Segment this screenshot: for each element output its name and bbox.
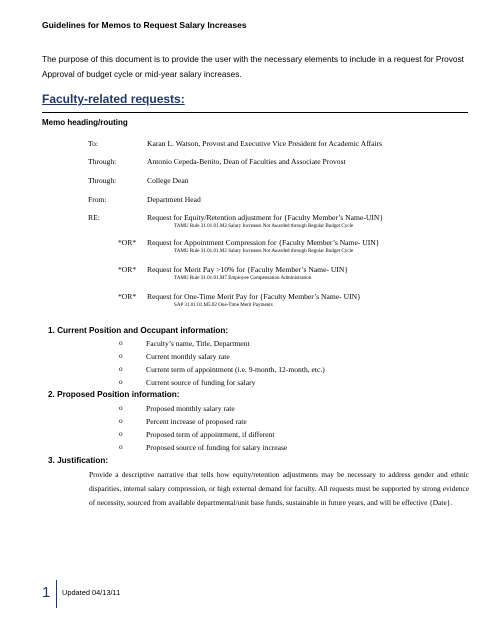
routing-label-through-1: Through:	[88, 157, 117, 166]
routing-value-through-2: College Dean	[147, 176, 189, 185]
routing-label-from: From:	[88, 195, 107, 204]
or-separator: *OR*	[118, 292, 137, 301]
bullet-marker: o	[119, 430, 123, 438]
section-title: Faculty-related requests:	[42, 92, 185, 106]
re-option-rule-reference: SAP 31.01.01.M5.02 One-Time Merit Payments	[174, 302, 273, 308]
bullet-item: Proposed source of funding for salary increase	[146, 443, 288, 452]
bullet-item: Percent increase of proposed rate	[146, 417, 247, 426]
section-heading-justification: 3. Justification:	[48, 456, 109, 465]
re-option-text: Request for Appointment Compression for {Faculty Member’s Name- UIN}	[147, 238, 380, 247]
bullet-marker: o	[119, 417, 123, 425]
intro-paragraph: The purpose of this document is to provide the user with the necessary elements to include in a request for Provost Approval of budget cycle or mid-year salary increases.	[42, 54, 464, 79]
bullet-marker: o	[119, 404, 123, 412]
bullet-item: Faculty’s name, Title, Department	[146, 339, 250, 348]
bullet-item: Proposed term of appointment, if different	[146, 430, 275, 439]
memo-heading-label: Memo heading/routing	[42, 118, 128, 127]
bullet-marker: o	[119, 365, 123, 373]
or-separator: *OR*	[118, 238, 137, 247]
justification-narrative: Provide a descriptive narrative that tells how equity/retention adjustments may be necessary to address gender and ethnic disparities, internal salary compression, or high external demand for faculty. All requests must be supported by strong evidence of necessity, sourced from available departmental/unit base funds, sustainable in future years, and will be effective {Date}.	[89, 470, 469, 507]
re-option-text: Request for Equity/Retention adjustment for {Faculty Member’s Name-UIN}	[147, 213, 383, 222]
bullet-marker: o	[119, 352, 123, 360]
document-header-title: Guidelines for Memos to Request Salary Increases	[42, 20, 247, 30]
routing-label-through-2: Through:	[88, 176, 117, 185]
routing-value-through-1: Antonio Cepeda-Benito, Dean of Faculties and Associate Provost	[147, 157, 346, 166]
bullet-item: Current term of appointment (i.e. 9-month, 12-month, etc.)	[146, 365, 325, 374]
or-separator: *OR*	[118, 265, 137, 274]
re-option-rule-reference: TAMU Rule 31.01.01.M7 Employee Compensation Administration	[174, 275, 312, 281]
bullet-marker: o	[119, 339, 123, 347]
routing-value-to: Karan L. Watson, Provost and Executive Vice President for Academic Affairs	[147, 139, 383, 148]
bullet-item: Proposed monthly salary rate	[146, 404, 235, 413]
routing-label-to: To:	[88, 139, 99, 148]
bullet-marker: o	[119, 443, 123, 451]
bullet-marker: o	[119, 378, 123, 386]
re-label: RE:	[88, 213, 100, 222]
section-heading-current-position: 1. Current Position and Occupant information:	[48, 326, 229, 335]
re-option-text: Request for One-Time Merit Pay for {Faculty Member’s Name- UIN}	[147, 292, 361, 301]
section-divider	[42, 112, 468, 113]
bullet-item: Current source of funding for salary	[146, 378, 256, 387]
section-heading-proposed-position: 2. Proposed Position information:	[48, 390, 180, 399]
re-option-rule-reference: TAMU Rule 31.01.01.M2 Salary Increases Not Awarded through Regular Budget Cycle	[174, 248, 354, 254]
routing-value-from: Department Head	[147, 195, 201, 204]
re-option-text: Request for Merit Pay >10% for {Faculty Member’s Name- UIN}	[147, 265, 349, 274]
page-number: 1	[42, 584, 51, 601]
re-option-rule-reference: TAMU Rule 31.01.01.M2 Salary Increases Not Awarded through Regular Budget Cycle	[174, 223, 354, 229]
bullet-item: Current monthly salary rate	[146, 352, 230, 361]
footer-updated-date: Updated 04/13/11	[62, 588, 121, 597]
footer-divider	[56, 580, 57, 608]
